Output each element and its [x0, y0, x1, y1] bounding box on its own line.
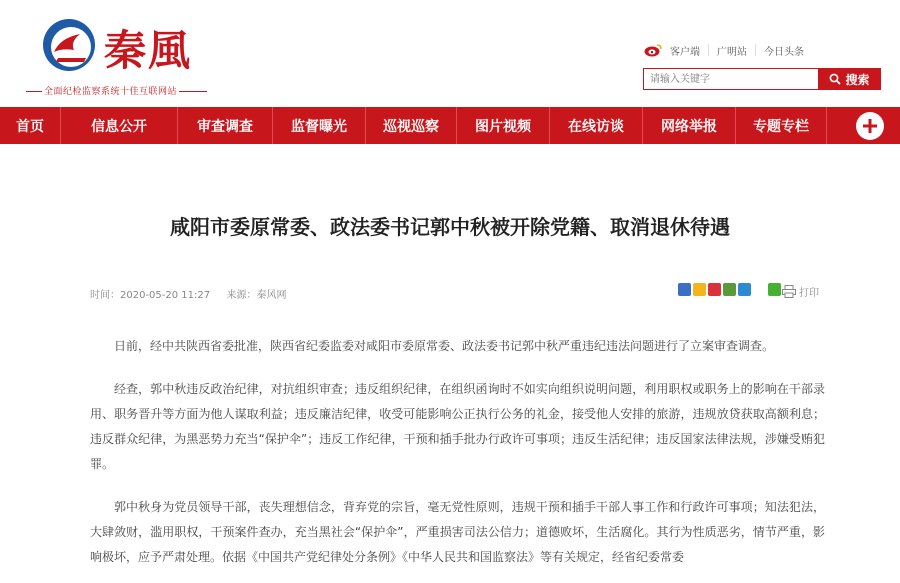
site-header [0, 0, 900, 107]
share-weibo-icon[interactable] [708, 283, 721, 296]
article-paragraph: 日前，经中共陕西省委批准，陕西省纪委监委对咸阳市委原常委、政法委书记郭中秋严重违纪违法问题进行了立案审查调查。 [114, 339, 775, 353]
today-link[interactable]: 今日头条 [764, 46, 804, 58]
nav-item-interview[interactable]: 在线访谈 [568, 118, 624, 135]
nav-item-inspection[interactable]: 巡视巡察 [383, 118, 439, 135]
search-icon [829, 73, 841, 85]
share-bar [678, 283, 781, 296]
client-link[interactable]: 客户端 [670, 46, 700, 58]
article-body [90, 334, 825, 583]
nav-item-supervision[interactable]: 监督曝光 [291, 118, 347, 135]
print-button[interactable] [782, 284, 819, 299]
site-name: 秦風 [104, 26, 193, 75]
divider [708, 44, 709, 56]
article-paragraph: 郭中秋身为党员领导干部，丧失理想信念，背弃党的宗旨，毫无党性原则，违规干预和插手干部人事工作和行政许可事项；知法犯法，大肆敛财，滥用职权，干预案件查办，充当黑社会“保护伞”，严重损害司法公信力；道德败坏，生活腐化。其行为性质恶劣，情节严重，影响极坏，应予严肃处理。依据《中国共产党纪律处分条例》《中华人民共和国监察法》等有关规定，经省纪委常委 [90, 500, 825, 564]
share-qzone-icon[interactable] [693, 283, 706, 296]
guangming-link[interactable]: 广明站 [717, 46, 747, 58]
top-links [644, 39, 804, 61]
share-wechat-icon[interactable] [768, 283, 781, 296]
site-slogan: 全面纪检监察系统十佳互联网站 [24, 84, 209, 97]
printer-icon [782, 285, 796, 298]
article-paragraph: 经查，郭中秋违反政治纪律，对抗组织审查；违反组织纪律，在组织函询时不如实向组织说明问题，利用职权或职务上的影响在干部录用、职务晋升等方面为他人谋取利益；违反廉洁纪律，收受可能影响公正执行公务的礼金，接受他人安排的旅游，违规放贷获取高额利息；违反群众纪律，为黑恶势力充当“保护伞”；违反工作纪律，干预和插手批办行政许可事项；违反生活纪律；违反国家法律法规，涉嫌受贿犯罪。 [90, 382, 825, 471]
share-qq-icon[interactable] [738, 283, 751, 296]
share-more-icon[interactable] [678, 283, 691, 296]
nav-item-report[interactable]: 网络举报 [661, 118, 717, 135]
nav-item-media[interactable]: 图片视频 [475, 118, 531, 135]
main-nav [0, 107, 900, 144]
nav-item-review[interactable]: 审查调查 [197, 118, 253, 135]
article-source: 来源：秦风网 [226, 290, 287, 301]
search-input[interactable] [643, 68, 818, 90]
nav-item-topics[interactable]: 专题专栏 [753, 118, 809, 135]
nav-item-info[interactable]: 信息公开 [91, 118, 147, 135]
search-button[interactable] [818, 68, 881, 90]
plus-icon [862, 118, 878, 134]
search-bar [643, 68, 881, 90]
site-logo[interactable] [40, 14, 240, 76]
publish-time: 时间：2020-05-20 11:27 [90, 290, 211, 301]
search-button-label: 搜索 [845, 72, 870, 87]
nav-item-home[interactable]: 首页 [16, 118, 44, 135]
share-renren-icon[interactable] [723, 283, 736, 296]
article-title: 咸阳市委原常委、政法委书记郭中秋被开除党籍、取消退休待遇 [170, 215, 730, 239]
logo-emblem-icon [40, 16, 98, 74]
print-label: 打印 [799, 288, 819, 299]
divider [755, 44, 756, 56]
article-meta [90, 286, 287, 301]
more-button[interactable] [856, 112, 884, 140]
spacer [753, 283, 766, 296]
weibo-icon[interactable] [644, 43, 662, 57]
